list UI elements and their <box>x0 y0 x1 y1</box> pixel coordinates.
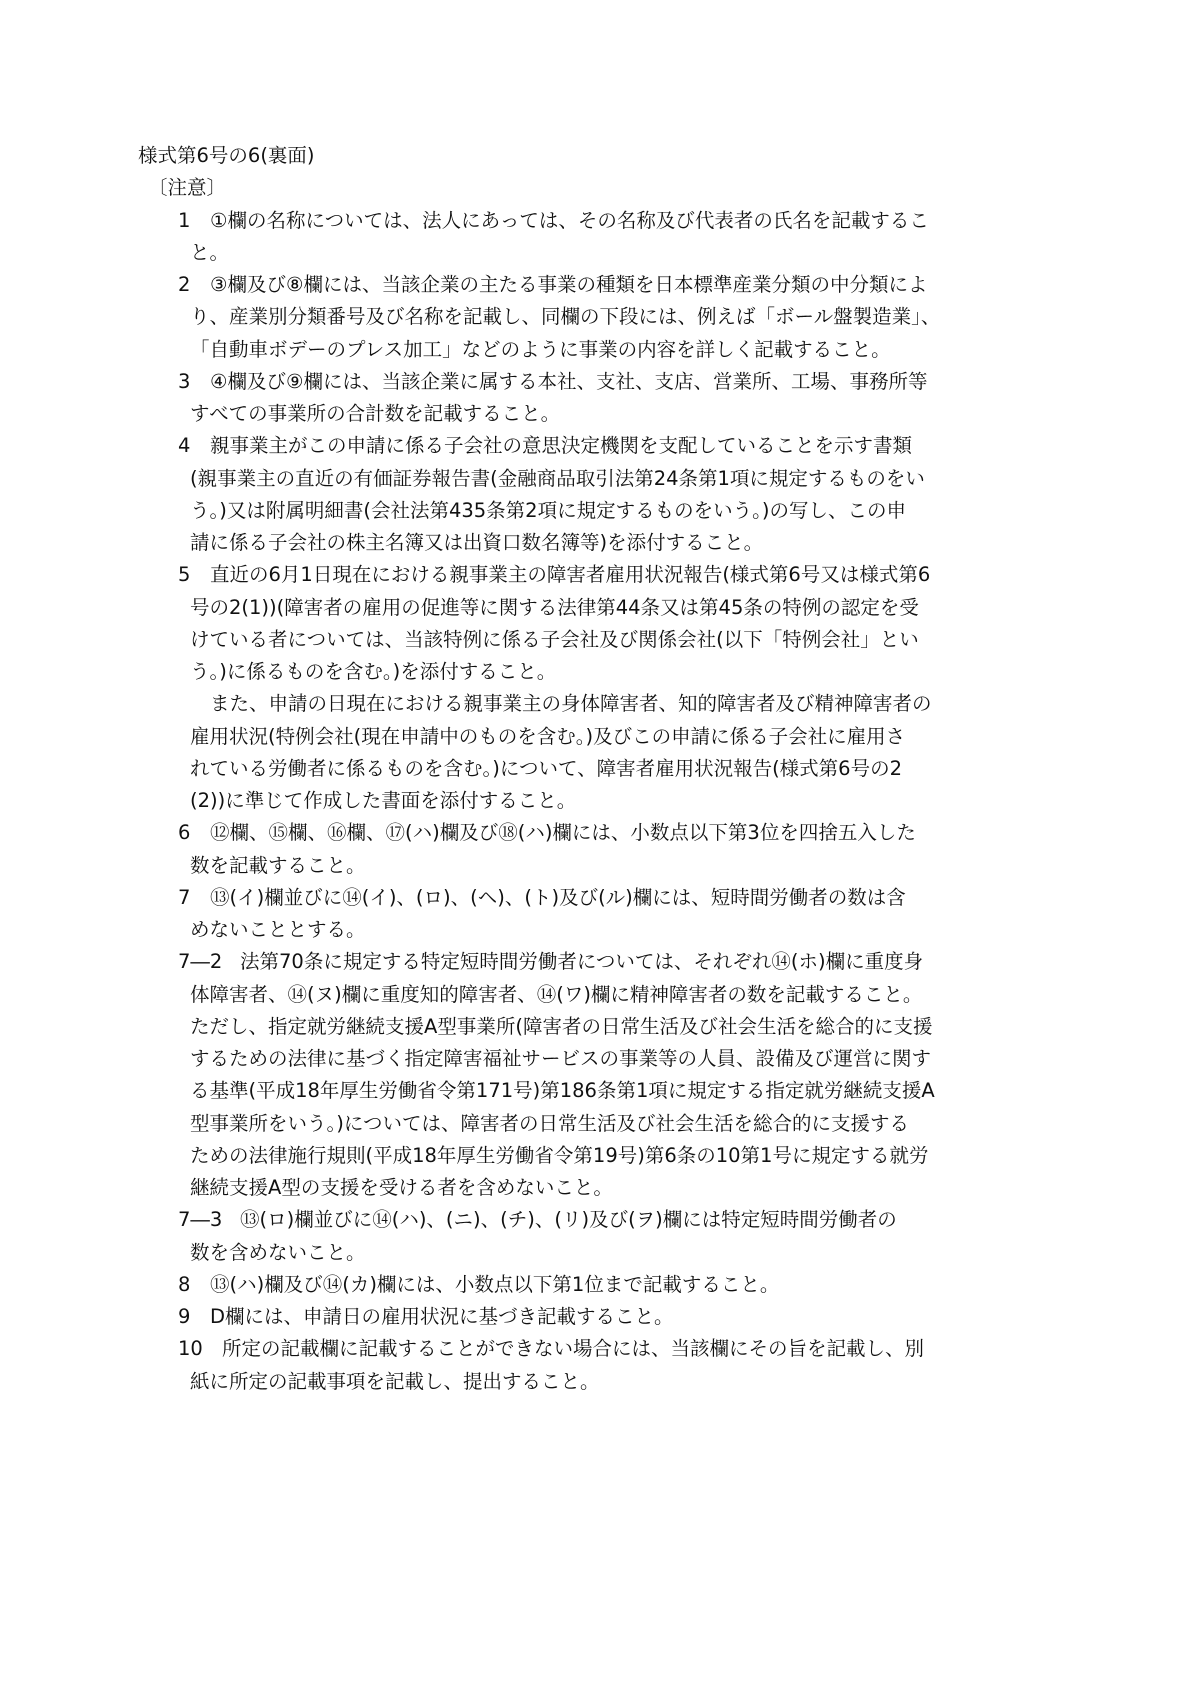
item-text-line: う。)に係るものを含む。)を添付すること。 <box>190 660 557 683</box>
item-text-line: 紙に所定の記載事項を記載し、提出すること。 <box>190 1369 600 1393</box>
item-text-line: ⑬(ロ)欄並びに⑭(ハ)、(ニ)、(チ)、(リ)及び(ヲ)欄には特定短時間労働者の <box>240 1208 897 1232</box>
item-text-line: 直近の6月1日現在における親事業主の障害者雇用状況報告(様式第6号又は様式第6 <box>210 563 931 587</box>
item-paragraph-line: れている労働者に係るものを含む。)について、障害者雇用状況報告(様式第6号の2 <box>190 756 902 780</box>
item-number: 8 <box>178 1272 191 1296</box>
item-number: 9 <box>178 1305 191 1328</box>
item-text-line: けている者については、当該特例に係る子会社及び関係会社(以下「特例会社」とい <box>190 627 919 651</box>
item-text-line: すべての事業所の合計数を記載すること。 <box>190 402 561 425</box>
item-number: 6 <box>178 821 191 845</box>
item-number: 4 <box>178 434 191 458</box>
item-text-line: ⑫欄、⑮欄、⑯欄、⑰(ハ)欄及び⑱(ハ)欄には、小数点以下第3位を四捨五入した <box>210 821 916 845</box>
item-number: 3 <box>178 369 191 393</box>
item-paragraph-line: (2))に準じて作成した書面を添付すること。 <box>190 789 577 812</box>
item-text-line: 「自動車ボデーのプレス加工」などのように事業の内容を詳しく記載すること。 <box>190 337 891 361</box>
item-number: 5 <box>178 563 191 587</box>
item-number: 7―3 <box>178 1208 223 1232</box>
item-text-line: り、産業別分類番号及び名称を記載し、同欄の下段には、例えば「ボール盤製造業」、 <box>190 305 941 329</box>
item-text-line: ための法律施行規則(平成18年厚生労働省令第19号)第6条の10第1号に規定する就労 <box>190 1143 929 1167</box>
item-text-line: 請に係る子会社の株主名簿又は出資口数名簿等)を添付すること。 <box>190 531 764 554</box>
item-text-line: ⑬(イ)欄並びに⑭(イ)、(ロ)、(ヘ)、(ト)及び(ル)欄には、短時間労働者の数は含 <box>210 885 906 909</box>
item-text-line: 型事業所をいう。)については、障害者の日常生活及び社会生活を総合的に支援する <box>190 1111 909 1135</box>
item-text-line: ③欄及び⑧欄には、当該企業の主たる事業の種類を日本標準産業分類の中分類によ <box>210 273 928 296</box>
item-number: 2 <box>178 273 191 296</box>
item-text-line: 所定の記載欄に記載することができない場合には、当該欄にその旨を記載し、別 <box>222 1337 925 1361</box>
item-text-line: ④欄及び⑨欄には、当該企業に属する本社、支社、支店、営業所、工場、事務所等 <box>210 369 928 393</box>
item-text-line: 数を含めないこと。 <box>190 1240 366 1264</box>
item-text-line: う。)又は附属明細書(会社法第435条第2項に規定するものをいう。)の写し、この申 <box>190 498 906 522</box>
item-number: 1 <box>178 208 191 232</box>
item-text-line: ただし、指定就労継続支援A型事業所(障害者の日常生活及び社会生活を総合的に支援 <box>190 1014 933 1038</box>
item-text-line: するための法律に基づく指定障害福祉サービスの事業等の人員、設備及び運営に関す <box>190 1047 932 1070</box>
item-paragraph-line: また、申請の日現在における親事業主の身体障害者、知的障害者及び精神障害者の <box>210 692 932 716</box>
item-number: 7―2 <box>178 950 223 974</box>
item-text-line: る基準(平成18年厚生労働省令第171号)第186条第1項に規定する指定就労継続支援A <box>190 1079 935 1103</box>
item-text-line: と。 <box>190 240 230 264</box>
item-text-line: 法第70条に規定する特定短時間労働者については、それぞれ⑭(ホ)欄に重度身 <box>240 950 924 974</box>
item-text-line: (親事業主の直近の有価証券報告書(金融商品取引法第24条第1項に規定するものをい <box>190 466 925 490</box>
item-text-line: ①欄の名称については、法人にあっては、その名称及び代表者の氏名を記載するこ <box>210 208 929 232</box>
form-title: 様式第6号の6(裏面) <box>138 144 315 167</box>
item-paragraph-line: 雇用状況(特例会社(現在申請中のものを含む。)及びこの申請に係る子会社に雇用さ <box>190 724 906 748</box>
item-number: 7 <box>178 885 191 909</box>
item-text-line: 号の2(1))(障害者の雇用の促進等に関する法律第44条又は第45条の特例の認定を受 <box>190 595 919 619</box>
item-text-line: 数を記載すること。 <box>190 853 366 877</box>
notice-heading: 〔注意〕 <box>148 176 227 199</box>
item-text-line: めないこととする。 <box>190 918 366 941</box>
item-number: 10 <box>178 1337 203 1361</box>
item-text-line: ⑬(ハ)欄及び⑭(カ)欄には、小数点以下第1位まで記載すること。 <box>210 1272 780 1296</box>
item-text-line: 体障害者、⑭(ヌ)欄に重度知的障害者、⑭(ワ)欄に精神障害者の数を記載すること。 <box>190 982 923 1006</box>
item-text-line: 継続支援A型の支援を受ける者を含めないこと。 <box>190 1176 613 1199</box>
item-text-line: 親事業主がこの申請に係る子会社の意思決定機関を支配していることを示す書類 <box>210 434 913 458</box>
item-text-line: D欄には、申請日の雇用状況に基づき記載すること。 <box>210 1305 674 1328</box>
